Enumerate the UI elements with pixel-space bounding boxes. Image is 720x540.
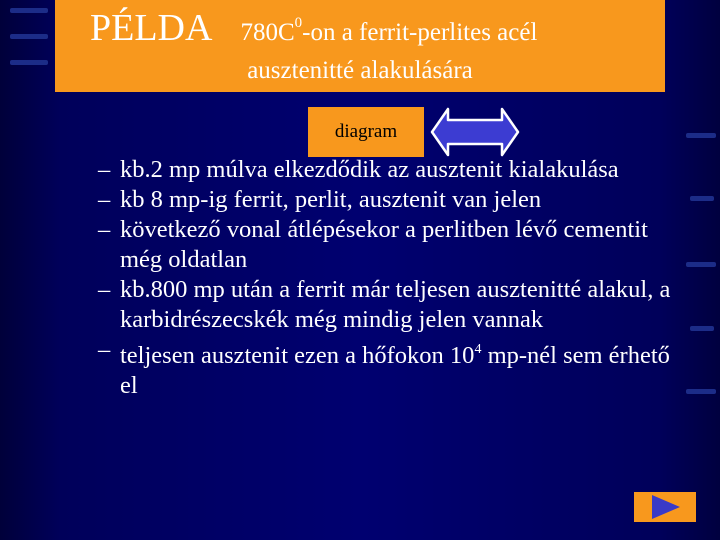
decor-dash [10,60,48,65]
bullet-text-prefix: teljesen ausztenit ezen a hőfokon 10 [120,342,475,369]
next-slide-button[interactable] [634,492,696,522]
bullet-exponent: 4 [474,342,482,357]
bullet-dash: – [98,186,111,213]
title-subject-suffix: -on a ferrit-perlites acél [302,19,538,46]
decor-dash [690,326,714,331]
bullet-item [98,185,678,215]
decor-dash [686,133,716,138]
decor-dash [686,389,716,394]
bullet-text: kb.2 mp múlva elkezdődik az ausztenit kialakulása [120,156,619,183]
title-subject-sup: 0 [294,15,303,31]
play-triangle-icon [634,492,696,522]
decor-dash [10,8,48,13]
bullet-text: kb.800 mp után a ferrit már teljesen ausztenitté alakul, a karbidrészecskék még mindig jelen vannak [120,276,671,333]
bullet-text-suffix: mp-nél sem érhető el [120,342,670,399]
bullet-text: következő vonal átlépésekor a perlitben lévő cementit még oldatlan [120,216,648,273]
bullet-dash: – [98,276,111,303]
bullet-item [98,215,678,275]
decor-dash [690,196,714,201]
title-main: PÉLDA [90,7,213,49]
double-arrow-icon[interactable] [430,105,520,159]
title-subject [240,15,538,46]
bullet-item [98,155,678,185]
bullet-dash: – [98,336,111,363]
decor-dash [686,262,716,267]
diagram-link-label: diagram [334,121,398,142]
diagram-link-button[interactable] [308,107,424,157]
decor-dash [10,34,48,39]
title-line-1 [90,6,537,50]
bullet-dash: – [98,216,111,243]
title-line-2: ausztenitté alakulására [247,57,473,84]
title-subject-prefix: 780C [240,19,295,46]
title-banner [55,0,665,92]
bullet-list [98,155,678,401]
bullet-item [98,275,678,335]
bullet-text: kb 8 mp-ig ferrit, perlit, ausztenit van jelen [120,186,542,213]
bullet-dash: – [98,156,111,183]
bullet-item [98,335,678,401]
